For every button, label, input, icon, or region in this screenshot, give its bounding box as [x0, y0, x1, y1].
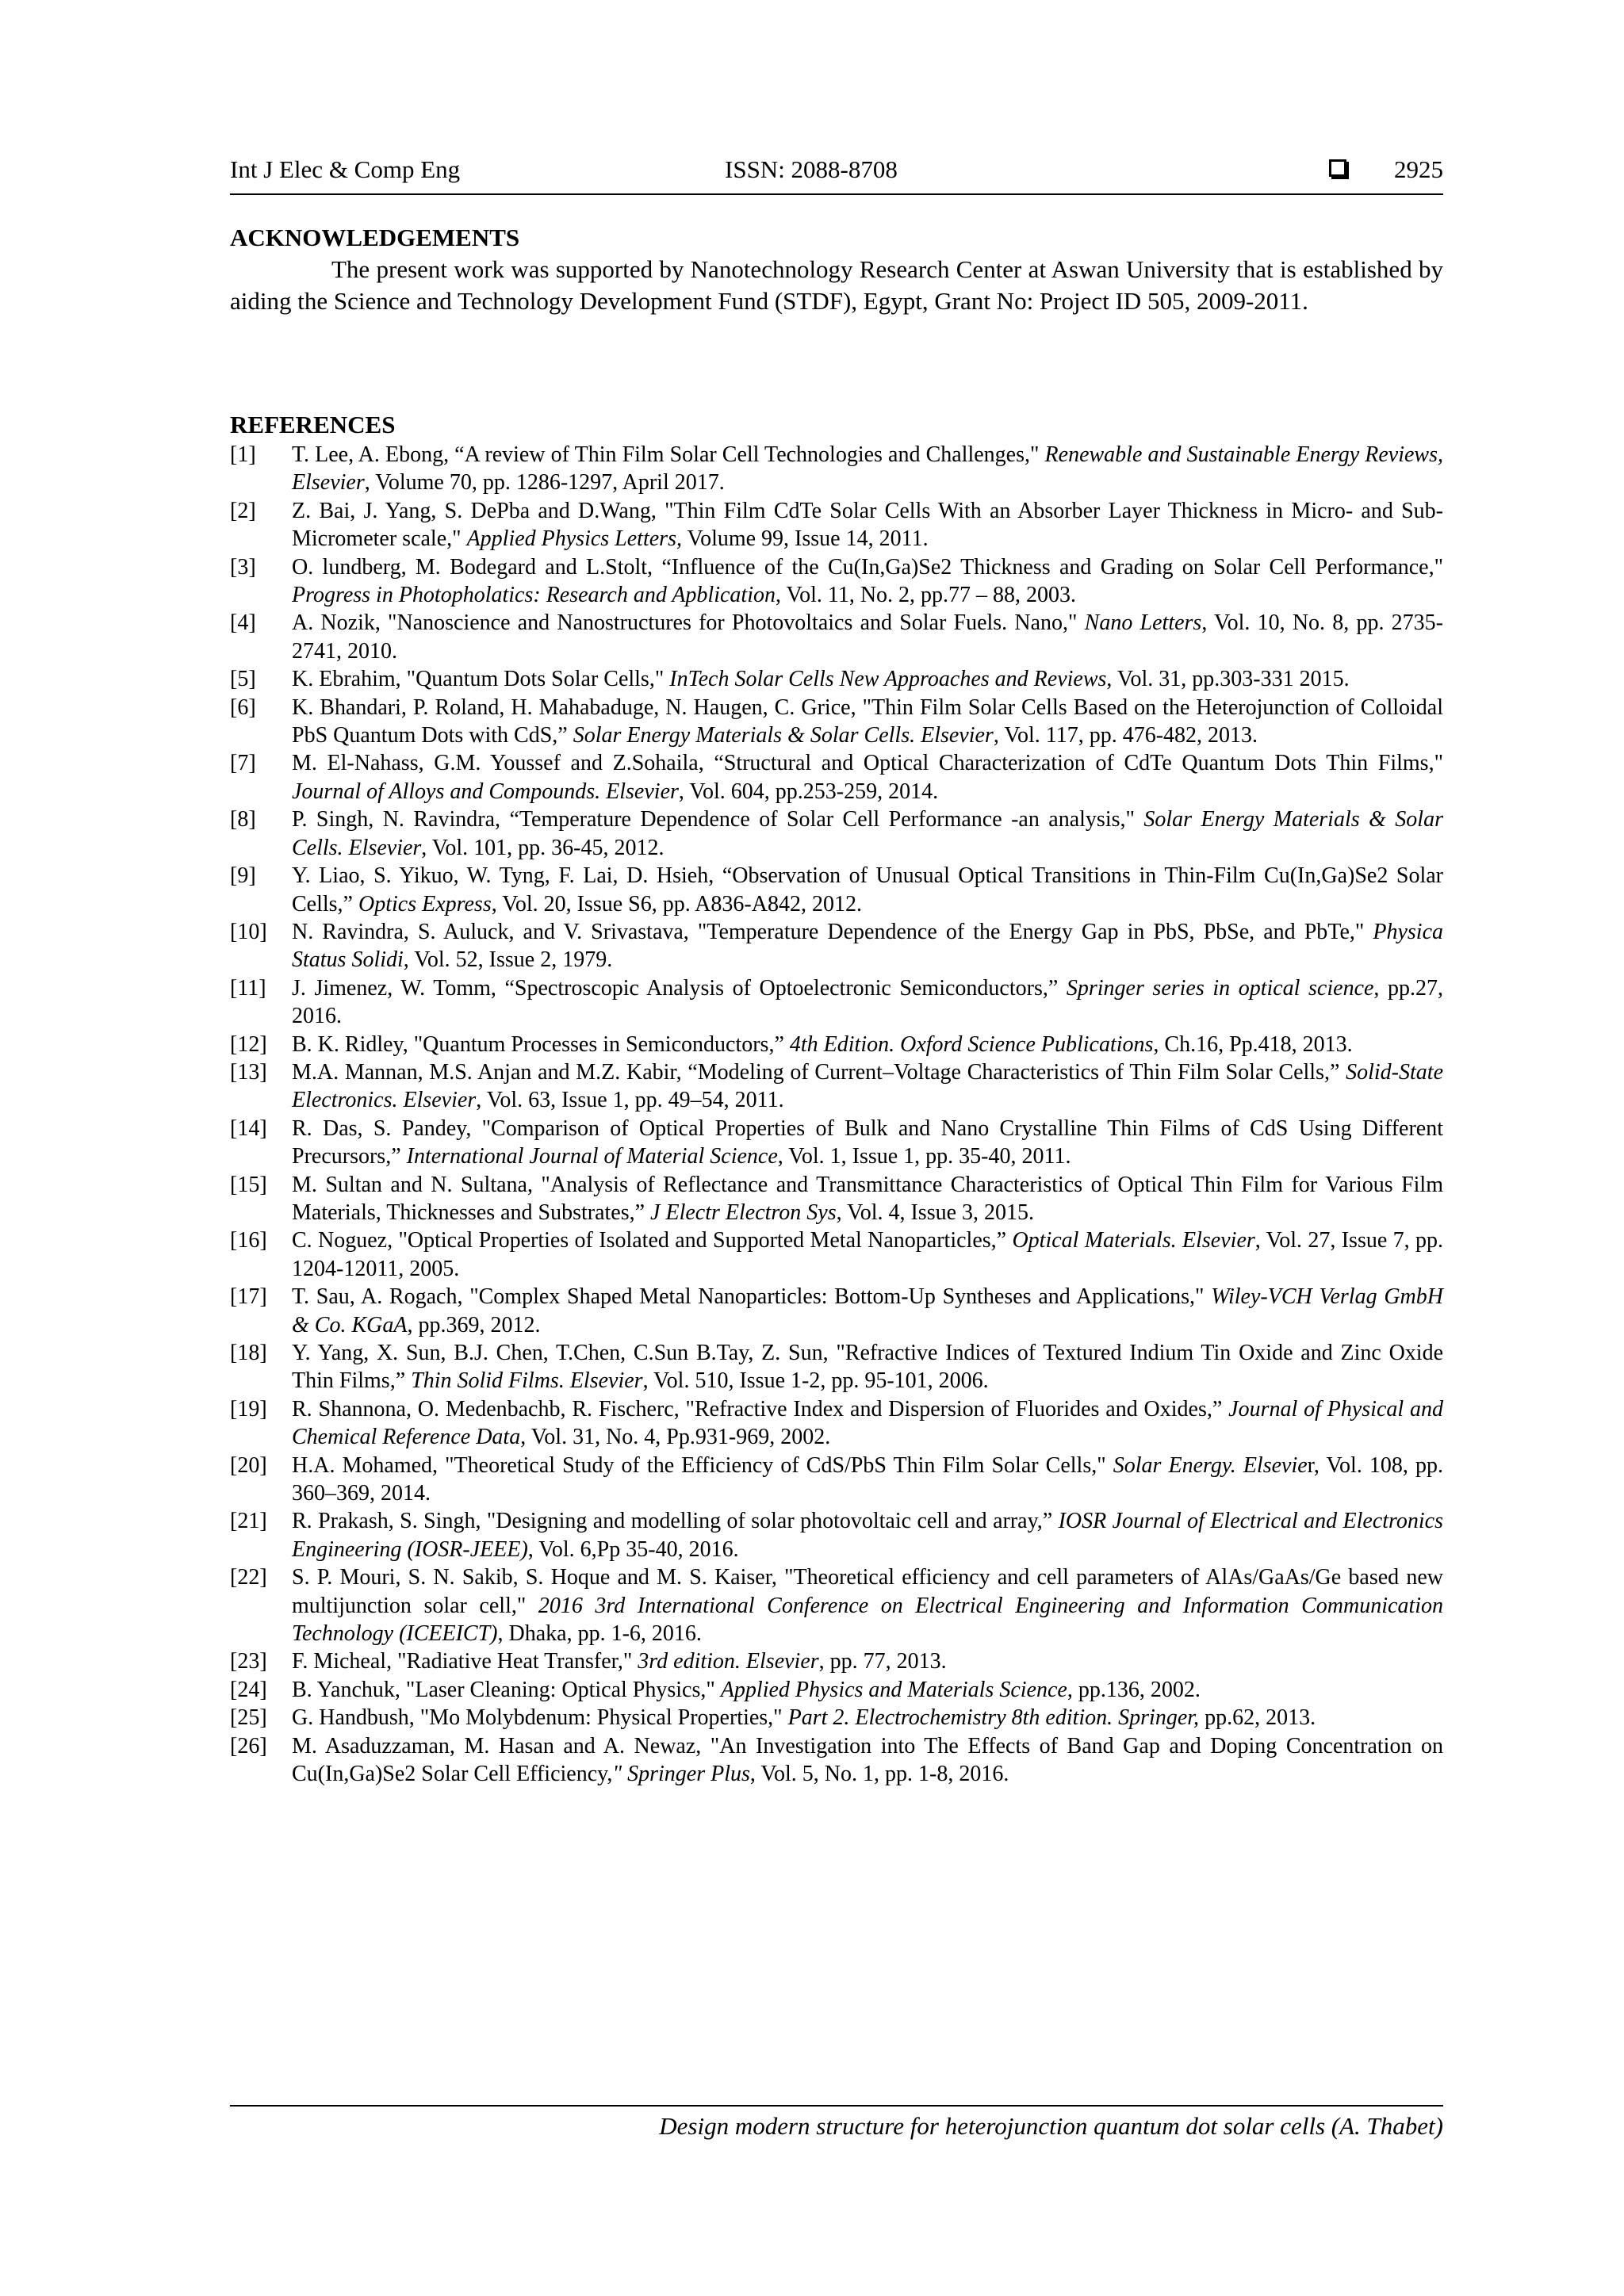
- reference-number: [1]: [230, 442, 256, 467]
- reference-item: [230, 1226, 1443, 1283]
- reference-venue: Applied Physics Letters,: [466, 526, 682, 552]
- reference-number: [23]: [230, 1649, 267, 1674]
- reference-item: [230, 806, 1443, 862]
- reference-number: [19]: [230, 1396, 267, 1422]
- reference-number: [20]: [230, 1452, 267, 1478]
- reference-authors-title: B. Yanchuk, "Laser Cleaning: Optical Physics,": [292, 1677, 721, 1702]
- reference-authors-title: Y. Liao, S. Yikuo, W. Tyng, F. Lai, D. Hsieh, “Observation of Unusual Optical Transitions in Thin-Film Cu(In,Ga)Se2 Solar Cells,”: [292, 863, 1443, 916]
- reference-details: , pp.136, 2002.: [1067, 1677, 1201, 1702]
- issn: ISSN: 2088-8708: [725, 155, 898, 183]
- reference-details: , Vol. 63, Issue 1, pp. 49–54, 2011.: [476, 1088, 784, 1113]
- reference-venue: Applied Physics and Materials Science: [720, 1677, 1067, 1702]
- reference-details: , Vol. 510, Issue 1-2, pp. 95-101, 2006.: [642, 1368, 989, 1394]
- reference-item: [230, 1058, 1443, 1115]
- journal-name: Int J Elec & Comp Eng: [230, 155, 461, 183]
- reference-item: [230, 1647, 1443, 1675]
- reference-venue: Optics Express: [358, 891, 492, 916]
- reference-item: [230, 862, 1443, 918]
- reference-authors-title: B. K. Ridley, "Quantum Processes in Semiconductors,”: [292, 1031, 790, 1057]
- reference-details: , Vol. 11, No. 2, pp.77 – 88, 2003.: [775, 583, 1077, 608]
- reference-item: [230, 1115, 1443, 1171]
- reference-details: Volume 99, Issue 14, 2011.: [681, 526, 929, 552]
- reference-venue: Solar Energy. Elsevie: [1113, 1452, 1308, 1478]
- reference-venue: IOSR Journal of Electrical and Electronics Engineering (IOSR-JEEE): [292, 1509, 1443, 1562]
- reference-authors-title: M. El-Nahass, G.M. Youssef and Z.Sohaila, “Structural and Optical Characterization of CdTe Quantum Dots Thin Films,": [292, 751, 1443, 776]
- reference-number: [21]: [230, 1509, 267, 1534]
- reference-item: [230, 1171, 1443, 1227]
- acknowledgements-heading: ACKNOWLEDGEMENTS: [230, 224, 520, 251]
- reference-details: , Vol. 31, pp.303-331 2015.: [1106, 667, 1350, 692]
- reference-details: , Vol. 117, pp. 476-482, 2013.: [993, 723, 1258, 748]
- reference-number: [17]: [230, 1284, 267, 1310]
- reference-authors-title: M. Sultan and N. Sultana, "Analysis of Reflectance and Transmittance Characteristics of Optical Thin Film for Various Film Materials, Thicknesses and Substrates,”: [292, 1172, 1443, 1225]
- reference-details: , pp.369, 2012.: [407, 1312, 541, 1337]
- reference-details: , Vol. 52, Issue 2, 1979.: [403, 947, 613, 973]
- reference-venue: Physica Status Solidi: [292, 919, 1443, 973]
- reference-list: [230, 441, 1443, 1789]
- reference-venue: Progress in Photopholatics: Research and Apblication: [292, 583, 776, 608]
- reference-venue: " Springer Plus: [612, 1762, 750, 1787]
- reference-details: , Volume 70, pp. 1286-1297, April 2017.: [364, 470, 725, 496]
- footer-rule: [230, 2105, 1443, 2107]
- reference-venue: Renewable and Sustainable Energy Reviews, Elsevier: [292, 442, 1444, 496]
- reference-details: , Vol. 1, Issue 1, pp. 35-40, 2011.: [777, 1144, 1071, 1169]
- reference-details: , Vol. 31, No. 4, Pp.931-969, 2002.: [520, 1425, 831, 1450]
- reference-authors-title: T. Sau, A. Rogach, "Complex Shaped Metal Nanoparticles: Bottom-Up Syntheses and Applications,": [292, 1284, 1212, 1310]
- reference-authors-title: N. Ravindra, S. Auluck, and V. Srivastava, "Temperature Dependence of the Energy Gap in PbS, PbSe, and PbTe,": [292, 919, 1373, 944]
- reference-authors-title: Z. Bai, J. Yang, S. DePba and D.Wang, "Thin Film CdTe Solar Cells With an Absorber Layer Thickness in Micro- and Sub-Micrometer scale,": [292, 498, 1443, 552]
- reference-number: [25]: [230, 1705, 267, 1731]
- reference-authors-title: O. lundberg, M. Bodegard and L.Stolt, “Influence of the Cu(In,Ga)Se2 Thickness and Grading on Solar Cell Performance,": [292, 554, 1443, 580]
- reference-venue: Solar Energy Materials & Solar Cells. Elsevier: [573, 723, 994, 748]
- reference-details: , pp. 77, 2013.: [818, 1649, 947, 1674]
- running-footer: Design modern structure for heterojunction quantum dot solar cells (A. Thabet): [659, 2112, 1443, 2140]
- reference-venue: Springer series in optical science: [1066, 975, 1374, 1001]
- reference-number: [14]: [230, 1115, 267, 1141]
- reference-number: [11]: [230, 975, 266, 1001]
- reference-number: [24]: [230, 1677, 267, 1702]
- reference-number: [6]: [230, 695, 256, 720]
- reference-authors-title: G. Handbush, "Mo Molybdenum: Physical Properties,": [292, 1705, 788, 1731]
- reference-venue: Solid-State Electronics. Elsevier: [292, 1059, 1443, 1113]
- reference-details: , Vol. 27, Issue 7, pp. 1204-12011, 2005.: [292, 1228, 1443, 1281]
- reference-venue: 3rd edition. Elsevier: [638, 1649, 819, 1674]
- reference-details: r, Vol. 108, pp. 360–369, 2014.: [292, 1452, 1443, 1506]
- reference-item: [230, 974, 1443, 1031]
- references-heading: REFERENCES: [230, 411, 396, 438]
- reference-authors-title: P. Singh, N. Ravindra, “Temperature Dependence of Solar Cell Performance -an analysis,": [292, 807, 1144, 832]
- reference-authors-title: R. Prakash, S. Singh, "Designing and modelling of solar photovoltaic cell and array,”: [292, 1509, 1059, 1534]
- reference-venue: 2016 3rd International Conference on Electrical Engineering and Information Communication Technology (ICEEICT): [292, 1593, 1444, 1647]
- reference-details: , pp.27, 2016.: [292, 975, 1443, 1029]
- reference-item: [230, 553, 1443, 610]
- reference-venue: InTech Solar Cells New Approaches and Reviews: [669, 667, 1107, 692]
- reference-details: , Vol. 4, Issue 3, 2015.: [836, 1200, 1035, 1225]
- reference-authors-title: K. Ebrahim, "Quantum Dots Solar Cells,": [292, 667, 670, 692]
- reference-number: [22]: [230, 1565, 267, 1590]
- reference-authors-title: T. Lee, A. Ebong, “A review of Thin Film Solar Cell Technologies and Challenges,": [292, 442, 1045, 467]
- reference-authors-title: R. Shannona, O. Medenbachb, R. Fischerc, "Refractive Index and Dispersion of Fluorides and Oxides,”: [292, 1396, 1229, 1422]
- reference-item: [230, 1283, 1443, 1339]
- running-header: [230, 151, 1443, 195]
- reference-details: , Vol. 10, No. 8, pp. 2735-2741, 2010.: [292, 610, 1443, 664]
- acknowledgements-text: The present work was supported by Nanotechnology Research Center at Aswan University that is established by aiding the Science and Technology Development Fund (STDF), Egypt, Grant No: Project ID 505, 2009-2011.: [230, 255, 1443, 315]
- reference-details: , Vol. 5, No. 1, pp. 1-8, 2016.: [749, 1762, 1009, 1787]
- reference-item: [230, 1452, 1443, 1508]
- reference-details: , Vol. 101, pp. 36-45, 2012.: [421, 835, 665, 860]
- reference-number: [13]: [230, 1059, 267, 1085]
- reference-venue: Solar Energy Materials & Solar Cells. Elsevier: [292, 807, 1443, 860]
- reference-venue: Optical Materials. Elsevier: [1012, 1228, 1255, 1253]
- reference-venue: Thin Solid Films. Elsevier: [411, 1368, 643, 1394]
- reference-item: [230, 1732, 1443, 1789]
- reference-item: [230, 1031, 1443, 1058]
- reference-item: [230, 749, 1443, 806]
- reference-number: [15]: [230, 1172, 267, 1197]
- reference-authors-title: Y. Yang, X. Sun, B.J. Chen, T.Chen, C.Sun B.Tay, Z. Sun, "Refractive Indices of Textured Indium Tin Oxide and Zinc Oxide Thin Films,”: [292, 1341, 1443, 1394]
- reference-venue: J Electr Electron Sys: [650, 1200, 837, 1225]
- reference-item: [230, 1704, 1443, 1732]
- reference-details: pp.62, 2013.: [1199, 1705, 1316, 1731]
- reference-details: , Vol. 604, pp.253-259, 2014.: [678, 779, 939, 804]
- reference-number: [9]: [230, 863, 256, 889]
- reference-venue: Part 2. Electrochemistry 8th edition. Springer,: [787, 1705, 1200, 1731]
- reference-number: [8]: [230, 807, 256, 832]
- reference-number: [18]: [230, 1341, 267, 1365]
- reference-authors-title: A. Nozik, "Nanoscience and Nanostructures for Photovoltaics and Solar Fuels. Nano,": [292, 610, 1085, 636]
- reference-authors-title: F. Micheal, "Radiative Heat Transfer,": [292, 1649, 638, 1674]
- reference-authors-title: R. Das, S. Pandey, "Comparison of Optical Properties of Bulk and Nano Crystalline Thin Films of CdS Using Different Precursors,”: [292, 1115, 1443, 1169]
- reference-number: [2]: [230, 498, 256, 523]
- reference-number: [4]: [230, 610, 256, 636]
- reference-item: [230, 1676, 1443, 1704]
- reference-details: , Ch.16, Pp.418, 2013.: [1153, 1031, 1353, 1057]
- reference-item: [230, 665, 1443, 693]
- reference-authors-title: H.A. Mohamed, "Theoretical Study of the Efficiency of CdS/PbS Thin Film Solar Cells,": [292, 1452, 1113, 1478]
- reference-authors-title: K. Bhandari, P. Roland, H. Mahabaduge, N. Haugen, C. Grice, "Thin Film Solar Cells Based on the Heterojunction of Colloidal PbS Quantum Dots with CdS,”: [292, 695, 1443, 748]
- reference-item: [230, 609, 1443, 665]
- reference-details: , Vol. 20, Issue S6, pp. A836-A842, 2012.: [491, 891, 862, 916]
- reference-item: [230, 441, 1443, 497]
- reference-details: , Dhaka, pp. 1-6, 2016.: [497, 1621, 702, 1647]
- reference-venue: International Journal of Material Science: [406, 1144, 778, 1169]
- reference-venue: Nano Letters: [1084, 610, 1202, 636]
- reference-authors-title: M. Asaduzzaman, M. Hasan and A. Newaz, "An Investigation into The Effects of Band Gap and Doping Concentration on Cu(In,Ga)Se2 Solar Cell Efficiency,: [292, 1733, 1443, 1787]
- reference-venue: 4th Edition. Oxford Science Publications: [789, 1031, 1154, 1057]
- checkbox-square-icon: [1329, 159, 1346, 177]
- reference-authors-title: S. P. Mouri, S. N. Sakib, S. Hoque and M. S. Kaiser, "Theoretical efficiency and cell parameters of AlAs/GaAs/Ge based new multijunction solar cell,": [292, 1565, 1443, 1618]
- page-number: 2925: [1394, 155, 1443, 183]
- reference-venue: Journal of Alloys and Compounds. Elsevier: [292, 779, 679, 804]
- reference-item: [230, 918, 1443, 974]
- reference-item: [230, 1563, 1443, 1647]
- reference-authors-title: M.A. Mannan, M.S. Anjan and M.Z. Kabir, “Modeling of Current–Voltage Characteristics of Thin Film Solar Cells,”: [292, 1059, 1346, 1085]
- reference-number: [12]: [230, 1031, 267, 1057]
- reference-number: [10]: [230, 919, 267, 944]
- reference-venue: Journal of Physical and Chemical Reference Data: [292, 1396, 1443, 1450]
- reference-item: [230, 1339, 1443, 1395]
- reference-number: [5]: [230, 667, 256, 692]
- reference-authors-title: J. Jimenez, W. Tomm, “Spectroscopic Analysis of Optoelectronic Semiconductors,”: [292, 975, 1067, 1001]
- reference-item: [230, 497, 1443, 553]
- reference-number: [16]: [230, 1228, 267, 1253]
- reference-item: [230, 694, 1443, 750]
- reference-item: [230, 1507, 1443, 1563]
- reference-item: [230, 1395, 1443, 1452]
- reference-number: [3]: [230, 554, 256, 580]
- reference-authors-title: C. Noguez, "Optical Properties of Isolated and Supported Metal Nanoparticles,”: [292, 1228, 1013, 1253]
- reference-details: , Vol. 6,Pp 35-40, 2016.: [527, 1536, 739, 1562]
- reference-number: [26]: [230, 1733, 267, 1758]
- reference-venue: Wiley-VCH Verlag GmbH & Co. KGaA: [292, 1284, 1443, 1337]
- reference-number: [7]: [230, 751, 256, 776]
